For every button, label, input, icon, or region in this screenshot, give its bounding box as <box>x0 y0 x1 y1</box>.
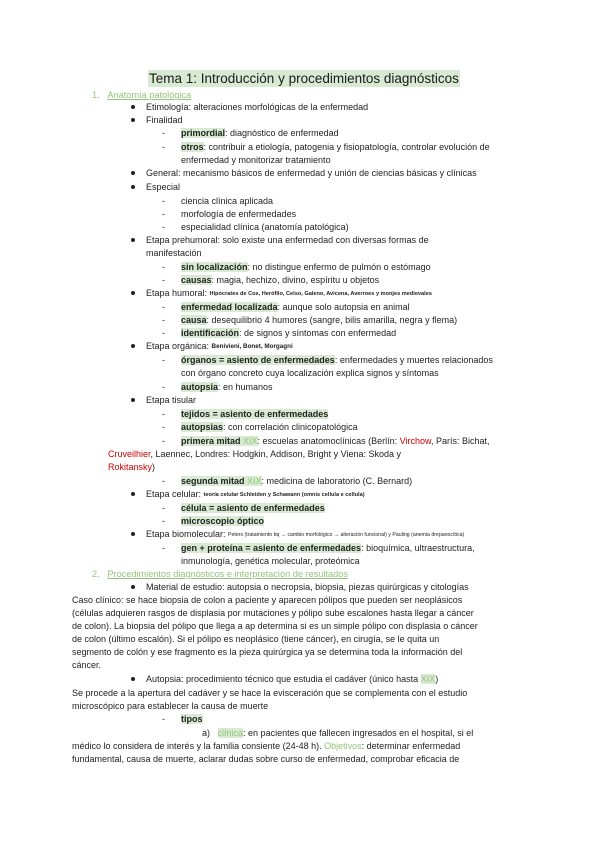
section-label: Procedimientos diagnósticos e interpretación de resultados <box>107 569 348 579</box>
lettered-item: a) clínica: en pacientes que fallecen ingresados en el hospital, si el <box>202 728 474 738</box>
list-item: Etapa celular: teoría celular Schleiden y Schawann (omnis cellula e cellula) <box>146 489 365 499</box>
bullet-icon <box>131 118 135 122</box>
paragraph-line: Caso clínico: se hace biopsia de colon a paciente y aparecen pólipos que pueden ser neoplásicos <box>72 595 463 605</box>
dash-icon: - <box>162 128 165 138</box>
paragraph-line: Se procede a la apertura del cadáver y se hace la evisceración que se complementa con el estudio <box>72 688 468 698</box>
sub-item: enfermedad localizada: aunque solo autopsia en animal <box>181 302 410 312</box>
bullet-icon <box>131 677 135 681</box>
dash-icon: - <box>162 503 165 513</box>
sub-item: autopsia: en humanos <box>181 382 273 392</box>
list-item: Material de estudio: autopsia o necropsia, biopsia, piezas quirúrgicas y citologías <box>146 582 469 592</box>
sub-item: ciencia clínica aplicada <box>181 196 274 206</box>
sub-item: primordial: diagnóstico de enfermedad <box>181 128 339 138</box>
sub-item-continuation: enfermedad y monitorizar tratamiento <box>181 155 331 165</box>
dash-icon: - <box>162 422 165 432</box>
bullet-icon <box>131 238 135 242</box>
sub-item: órganos = asiento de enfermedades: enfermedades y muertes relacionados <box>181 355 493 365</box>
sub-item-continuation: inmunología, genética molecular, proteómica <box>181 556 360 566</box>
paragraph-line: segmento de colón y ese fragmento es la pieza quirúrgica ya se determina toda la información del <box>72 647 463 657</box>
section-number: 1. <box>92 90 100 100</box>
paragraph-line: de colon). La biopsia del pólipo que llega a ap determina si es un simple pólipo con displasia o cáncer <box>72 621 478 631</box>
sub-item: gen + proteína = asiento de enfermedades: bioquímica, ultraestructura, <box>181 543 475 553</box>
sub-item: tipos <box>181 714 203 724</box>
sub-item: causa: desequilibrio 4 humores (sangre, bilis amarilla, negra y flema) <box>181 315 458 325</box>
dash-icon: - <box>162 196 165 206</box>
dash-icon: - <box>162 328 165 338</box>
paragraph-line: microscópico para establecer la causa de muerte <box>72 701 269 711</box>
sub-item-continuation: Rokitansky) <box>108 462 156 472</box>
dash-icon: - <box>162 302 165 312</box>
sub-item: identificación: de signos y síntomas con enfermedad <box>181 328 397 338</box>
list-item: Etapa orgánica: Benivieni, Bonet, Morgagni <box>146 341 293 351</box>
dash-icon: - <box>162 409 165 419</box>
bullet-icon <box>131 185 135 189</box>
bullet-icon <box>131 532 135 536</box>
sub-item: otros: contribuir a etiología, patogenia y fisiopatología, controlar evolución de <box>181 142 490 152</box>
dash-icon: - <box>162 516 165 526</box>
list-item: Etapa tisular <box>146 395 197 405</box>
paragraph-line: de colon (último escalón). Si el pólipo es neoplásico (tiene cáncer), en cirugía, se le quita un <box>72 634 440 644</box>
dash-icon: - <box>162 436 165 446</box>
dash-icon: - <box>162 209 165 219</box>
dash-icon: - <box>162 355 165 365</box>
list-item: Etimología: alteraciones morfológicas de la enfermedad <box>146 102 369 112</box>
sub-item: tejidos = asiento de enfermedades <box>181 409 329 419</box>
paragraph-line: fundamental, causa de muerte, aclarar dudas sobre curso de enfermedad, comprobar eficacia de <box>72 754 460 764</box>
sub-item: primera mitad XIX: escuelas anatomoclínicas (Berlín: Virchow, París: Bichat, <box>181 436 490 446</box>
bullet-icon <box>131 344 135 348</box>
list-item: Especial <box>146 182 181 192</box>
paragraph-line: (células adquieren rasgos de displasia por mutaciones y pólipo sube escalones hasta llegar a cáncer <box>72 608 474 618</box>
page-title: Tema 1: Introducción y procedimientos diagnósticos <box>149 71 459 86</box>
bullet-icon <box>131 492 135 496</box>
list-item-continuation: manifestación <box>146 248 202 258</box>
sub-item: segunda mitad XIX: medicina de laboratorio (C. Bernard) <box>181 476 413 486</box>
bullet-icon <box>131 398 135 402</box>
dash-icon: - <box>162 543 165 553</box>
sub-item-continuation: con órgano concreto cuya localización explica signos y síntomas <box>181 368 439 378</box>
dash-icon: - <box>162 275 165 285</box>
section-heading-1 <box>92 89 191 101</box>
bullet-icon <box>131 585 135 589</box>
dash-icon: - <box>162 142 165 152</box>
section-heading-2 <box>92 568 348 580</box>
section-label: Anatomía patológica <box>107 90 192 100</box>
dash-icon: - <box>162 382 165 392</box>
list-item: Etapa prehumoral: solo existe una enfermedad con diversas formas de <box>146 235 429 245</box>
dash-icon: - <box>162 714 165 724</box>
list-item: Etapa biomolecular: Peters (tratamiento bq → cambio morfológico → alteración funcional) y Pauling (anemia drepanocítica) <box>146 529 465 539</box>
sub-item: sin localización: no distingue enfermo de pulmón o estómago <box>181 262 431 272</box>
bullet-icon <box>131 171 135 175</box>
list-item: Finalidad <box>146 115 183 125</box>
sub-item: causas: magia, hechizo, divino, espíritu u objetos <box>181 275 380 285</box>
dash-icon: - <box>162 262 165 272</box>
paragraph-line: médico lo considera de interés y la familia consiente (24-48 h). Objetivos: determinar enfermedad <box>72 741 461 751</box>
bullet-icon <box>131 105 135 109</box>
list-item: Etapa humoral: Hipócrates de Cos, Herófilo, Celso, Galeno, Avicena, Averroes y monjes medievales <box>146 288 432 298</box>
sub-item-continuation: Cruveilhier, Laennec, Londres: Hodgkin, Addison, Bright y Viena: Skoda y <box>108 449 402 459</box>
sub-item: autopsias: con correlación clinicopatológica <box>181 422 358 432</box>
list-item: Autopsia: procedimiento técnico que estudia el cadáver (único hasta XIX) <box>146 674 439 684</box>
bullet-icon <box>131 291 135 295</box>
dash-icon: - <box>162 222 165 232</box>
section-number: 2. <box>92 569 100 579</box>
sub-item: morfología de enfermedades <box>181 209 297 219</box>
sub-item: especialidad clínica (anatomía patológica) <box>181 222 349 232</box>
dash-icon: - <box>162 476 165 486</box>
list-item: General: mecanismo básicos de enfermedad y unión de ciencias básicas y clínicas <box>146 168 477 178</box>
sub-item: célula = asiento de enfermedades <box>181 503 325 513</box>
dash-icon: - <box>162 315 165 325</box>
paragraph-line: cáncer. <box>72 660 102 670</box>
sub-item: microscopio óptico <box>181 516 265 526</box>
